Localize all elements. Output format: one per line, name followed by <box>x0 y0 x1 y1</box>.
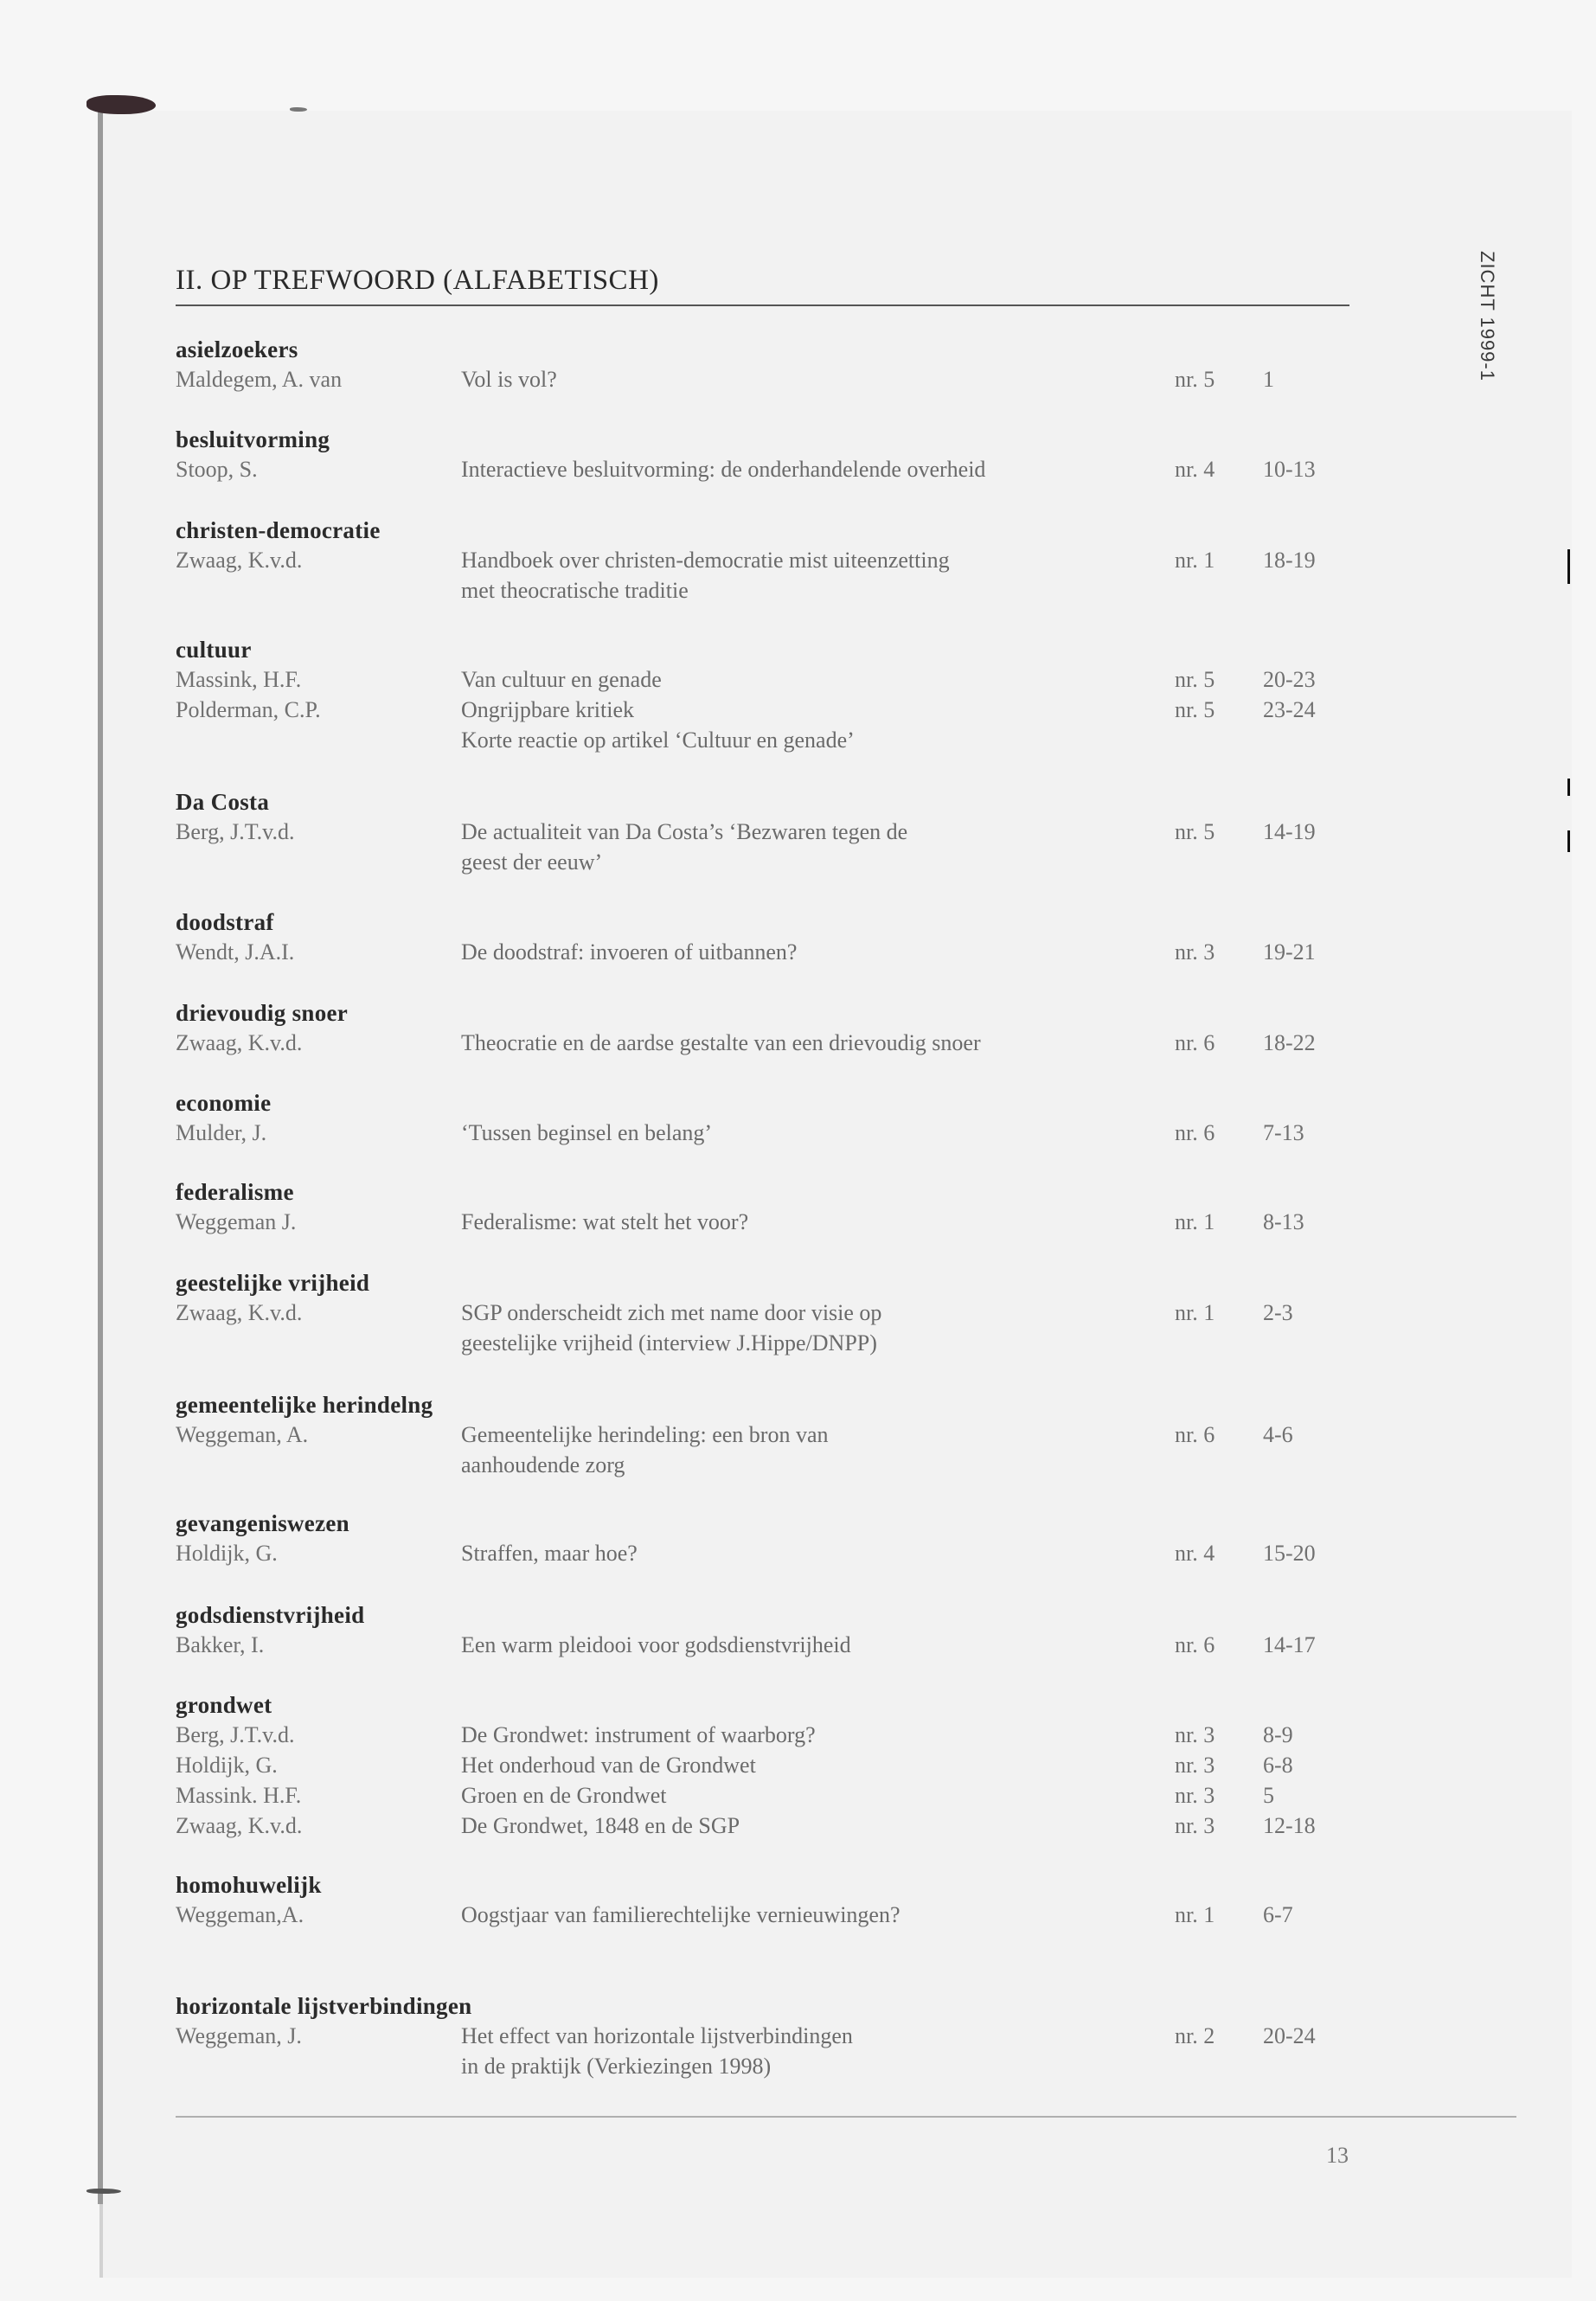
issue-number: nr. 5 <box>1175 697 1215 722</box>
journal-issue-label: ZICHT 1999-1 <box>1477 251 1498 381</box>
keyword-heading: besluitvorming <box>176 426 330 452</box>
issue-number: nr. 6 <box>1175 1632 1215 1657</box>
issue-number: nr. 5 <box>1175 819 1215 844</box>
article-title: De doodstraf: invoeren of uitbannen? <box>461 939 798 965</box>
index-entry <box>176 516 1361 606</box>
issue-number: nr. 6 <box>1175 1422 1215 1447</box>
article-title: Groen en de Grondwet <box>461 1783 667 1808</box>
issue-number: nr. 5 <box>1175 367 1215 392</box>
article-title: Van cultuur en genade <box>461 667 662 692</box>
issue-number: nr. 6 <box>1175 1030 1215 1055</box>
article-title-line: geestelijke vrijheid (interview J.Hippe/DNPP) <box>461 1330 877 1356</box>
author-name: Bakker, I. <box>176 1632 265 1657</box>
author-name: Zwaag, K.v.d. <box>176 1030 303 1055</box>
citation-row <box>176 1420 1361 1450</box>
keyword-heading: godsdienstvrijheid <box>176 1602 365 1628</box>
page-range: 15-20 <box>1263 1541 1316 1566</box>
article-title: Straffen, maar hoe? <box>461 1541 638 1566</box>
article-title: Ongrijpbare kritiek <box>461 697 634 722</box>
citation-row <box>176 1811 1361 1841</box>
citation-row <box>176 664 1361 695</box>
issue-number: nr. 3 <box>1175 1783 1215 1808</box>
keyword-heading: geestelijke vrijheid <box>176 1270 370 1296</box>
article-title: Het onderhoud van de Grondwet <box>461 1753 756 1778</box>
index-entry <box>176 1601 1361 1660</box>
issue-number: nr. 2 <box>1175 2023 1215 2048</box>
citation-row <box>176 817 1361 847</box>
index-entry <box>176 1871 1361 1930</box>
index-entry <box>176 1992 1361 2081</box>
citation-row <box>176 2021 1361 2051</box>
page-range: 6-7 <box>1263 1902 1293 1927</box>
keyword-heading: christen-democratie <box>176 517 381 543</box>
page-range: 5 <box>1263 1783 1274 1808</box>
page-range: 12-18 <box>1263 1813 1316 1838</box>
author-name: Berg, J.T.v.d. <box>176 1722 295 1747</box>
page-range: 19-21 <box>1263 939 1316 965</box>
author-name: Zwaag, K.v.d. <box>176 1300 303 1325</box>
index-entry <box>176 1178 1361 1237</box>
author-name: Massink. H.F. <box>176 1783 302 1808</box>
keyword-heading: homohuwelijk <box>176 1872 322 1898</box>
citation-row <box>176 1630 1361 1660</box>
index-entry <box>176 336 1361 394</box>
issue-number: nr. 1 <box>1175 548 1215 573</box>
keyword-heading: gevangeniswezen <box>176 1510 349 1536</box>
keyword-heading: grondwet <box>176 1692 272 1718</box>
author-name: Holdijk, G. <box>176 1753 278 1778</box>
article-title-continuation <box>176 847 1361 877</box>
index-entry <box>176 1089 1361 1148</box>
article-title: Het effect van horizontale lijstverbindingen <box>461 2023 853 2048</box>
page-range: 7-13 <box>1263 1120 1304 1145</box>
citation-row <box>176 1538 1361 1568</box>
author-name: Mulder, J. <box>176 1120 267 1145</box>
issue-number: nr. 1 <box>1175 1209 1215 1234</box>
keyword-heading: gemeentelijke herindelng <box>176 1392 433 1418</box>
index-entry <box>176 426 1361 484</box>
author-name: Polderman, C.P. <box>176 697 321 722</box>
keyword-heading: cultuur <box>176 637 252 663</box>
author-name: Massink, H.F. <box>176 667 302 692</box>
article-title-continuation <box>176 2051 1361 2081</box>
author-name: Holdijk, G. <box>176 1541 278 1566</box>
section-title: II. OP TREFWOORD (ALFABETISCH) <box>176 265 659 296</box>
scan-artifact <box>87 2189 121 2194</box>
scan-artifact <box>87 95 156 114</box>
article-title-continuation <box>176 575 1361 606</box>
citation-row <box>176 1118 1361 1148</box>
index-entry <box>176 999 1361 1058</box>
article-title: Gemeentelijke herindeling: een bron van <box>461 1422 829 1447</box>
scan-artifact <box>290 107 307 112</box>
issue-number: nr. 3 <box>1175 939 1215 965</box>
article-title: De Grondwet, 1848 en de SGP <box>461 1813 740 1838</box>
page-range: 1 <box>1263 367 1274 392</box>
article-title: Oogstjaar van familierechtelijke vernieuwingen? <box>461 1902 901 1927</box>
author-name: Maldegem, A. van <box>176 367 343 392</box>
keyword-heading: economie <box>176 1090 272 1116</box>
page-range: 8-13 <box>1263 1209 1304 1234</box>
article-title: ‘Tussen beginsel en belang’ <box>461 1120 713 1145</box>
issue-number: nr. 5 <box>1175 667 1215 692</box>
issue-number: nr. 1 <box>1175 1902 1215 1927</box>
citation-row <box>176 545 1361 575</box>
keyword-heading: doodstraf <box>176 909 274 935</box>
bottom-rule <box>176 2116 1516 2118</box>
issue-number: nr. 3 <box>1175 1722 1215 1747</box>
index-entry <box>176 1391 1361 1480</box>
keyword-heading: federalisme <box>176 1179 294 1205</box>
page-range: 10-13 <box>1263 457 1316 482</box>
issue-number: nr. 1 <box>1175 1300 1215 1325</box>
page-range: 14-17 <box>1263 1632 1316 1657</box>
title-rule <box>176 304 1349 306</box>
article-title-line: aanhoudende zorg <box>461 1452 625 1477</box>
issue-number: nr. 4 <box>1175 1541 1215 1566</box>
side-label <box>1479 251 1505 381</box>
scan-artifact <box>1567 779 1570 796</box>
index-entry <box>176 908 1361 967</box>
index-entry <box>176 1691 1361 1841</box>
article-title: Handboek over christen-democratie mist uiteenzetting <box>461 548 950 573</box>
page-range: 18-19 <box>1263 548 1316 573</box>
page-range: 20-24 <box>1263 2023 1316 2048</box>
issue-number: nr. 6 <box>1175 1120 1215 1145</box>
author-name: Weggeman, A. <box>176 1422 309 1447</box>
article-title-line: Korte reactie op artikel ‘Cultuur en genade’ <box>461 727 855 753</box>
article-title-line: geest der eeuw’ <box>461 849 603 875</box>
article-title-line: met theocratische traditie <box>461 578 689 603</box>
author-name: Weggeman,A. <box>176 1902 304 1927</box>
author-name: Weggeman J. <box>176 1209 297 1234</box>
issue-number: nr. 3 <box>1175 1813 1215 1838</box>
article-title: Interactieve besluitvorming: de onderhandelende overheid <box>461 457 986 482</box>
index-entry <box>176 1509 1361 1568</box>
issue-number: nr. 4 <box>1175 457 1215 482</box>
citation-row <box>176 364 1361 394</box>
article-title-continuation <box>176 725 1361 755</box>
issue-number: nr. 3 <box>1175 1753 1215 1778</box>
index-entry <box>176 636 1361 755</box>
page-range: 4-6 <box>1263 1422 1293 1447</box>
keyword-heading: horizontale lijstverbindingen <box>176 1993 472 2019</box>
citation-row <box>176 1780 1361 1811</box>
article-title: SGP onderscheidt zich met name door visie op <box>461 1300 882 1325</box>
citation-row <box>176 1028 1361 1058</box>
page-range: 6-8 <box>1263 1753 1293 1778</box>
article-title: De Grondwet: instrument of waarborg? <box>461 1722 816 1747</box>
page-range: 23-24 <box>1263 697 1316 722</box>
article-title-continuation <box>176 1328 1361 1358</box>
article-title: Een warm pleidooi voor godsdienstvrijheid <box>461 1632 851 1657</box>
page-range: 14-19 <box>1263 819 1316 844</box>
keyword-heading: Da Costa <box>176 789 270 815</box>
keyword-heading: asielzoekers <box>176 336 298 362</box>
citation-row <box>176 1900 1361 1930</box>
citation-row <box>176 454 1361 484</box>
citation-row <box>176 937 1361 967</box>
author-name: Zwaag, K.v.d. <box>176 548 303 573</box>
author-name: Stoop, S. <box>176 457 258 482</box>
citation-row <box>176 1750 1361 1780</box>
binding-edge <box>98 111 103 2204</box>
page-range: 2-3 <box>1263 1300 1293 1325</box>
index-entry <box>176 1269 1361 1358</box>
article-title-line: in de praktijk (Verkiezingen 1998) <box>461 2054 772 2079</box>
author-name: Berg, J.T.v.d. <box>176 819 295 844</box>
index-entry <box>176 788 1361 877</box>
article-title: De actualiteit van Da Costa’s ‘Bezwaren tegen de <box>461 819 908 844</box>
article-title: Theocratie en de aardse gestalte van een drievoudig snoer <box>461 1030 981 1055</box>
page-range: 8-9 <box>1263 1722 1293 1747</box>
keyword-heading: drievoudig snoer <box>176 1000 349 1026</box>
citation-row <box>176 1720 1361 1750</box>
article-title: Vol is vol? <box>461 367 557 392</box>
citation-row <box>176 695 1361 725</box>
citation-row <box>176 1298 1361 1328</box>
page-number: 13 <box>1326 2143 1349 2168</box>
article-title: Federalisme: wat stelt het voor? <box>461 1209 749 1234</box>
author-name: Wendt, J.A.I. <box>176 939 295 965</box>
author-name: Zwaag, K.v.d. <box>176 1813 303 1838</box>
citation-row <box>176 1207 1361 1237</box>
scan-artifact <box>1567 830 1570 852</box>
author-name: Weggeman, J. <box>176 2023 302 2048</box>
article-title-continuation <box>176 1450 1361 1480</box>
page-range: 18-22 <box>1263 1030 1316 1055</box>
page-range: 20-23 <box>1263 667 1316 692</box>
scan-artifact <box>1567 549 1570 584</box>
